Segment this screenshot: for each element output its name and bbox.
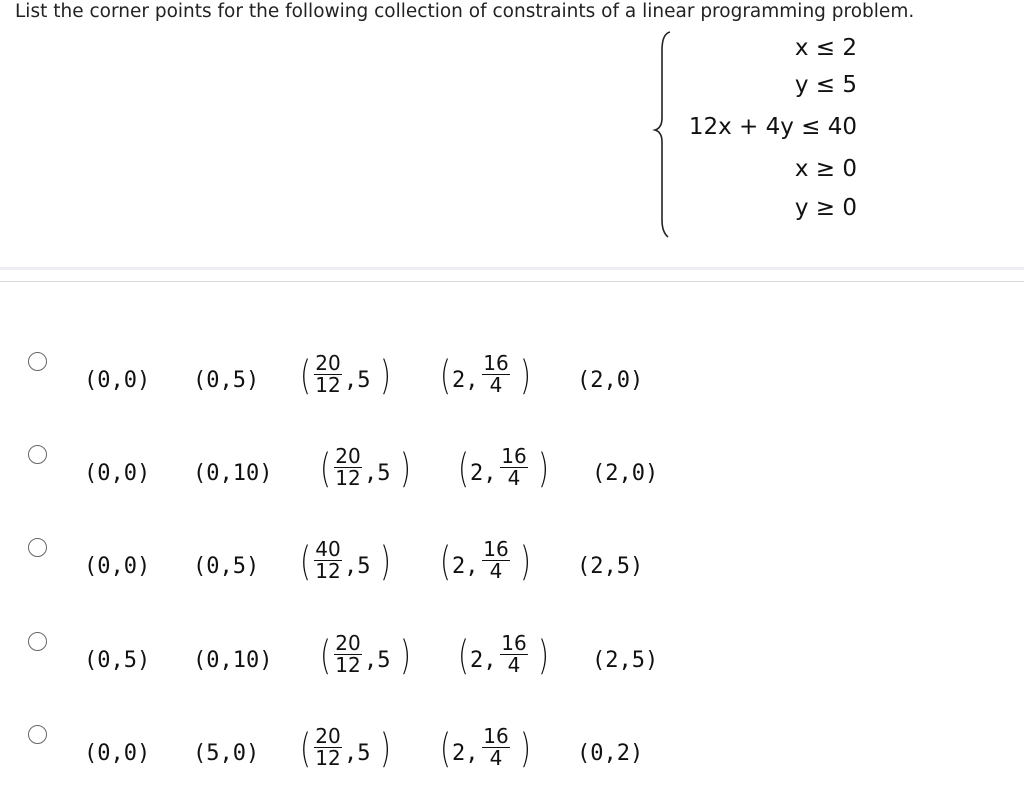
- point-5: (0,2): [577, 741, 644, 766]
- left-paren: (: [458, 633, 469, 679]
- left-paren: (: [300, 353, 311, 399]
- denominator: 12: [315, 746, 341, 770]
- point-1: (0,0): [84, 368, 151, 393]
- point-prefix: 2,: [452, 554, 479, 579]
- fraction: [482, 726, 510, 769]
- point-2: (0,5): [193, 368, 260, 393]
- denominator: 4: [507, 653, 521, 677]
- fraction: [334, 446, 362, 489]
- numerator: 16: [483, 537, 509, 561]
- point-1: (0,0): [84, 741, 151, 766]
- fraction: [482, 539, 510, 582]
- denominator: 12: [335, 653, 361, 677]
- constraint-system: [652, 30, 872, 240]
- point-rest: ,5: [344, 368, 371, 393]
- question-text: List the corner points for the following collection of constraints of a linear programming problem.: [15, 1, 915, 22]
- numerator: 20: [315, 351, 341, 375]
- divider: [0, 267, 1024, 270]
- left-brace: [652, 30, 682, 240]
- fraction: [314, 353, 342, 396]
- right-paren: ): [538, 446, 549, 492]
- point-4: [440, 352, 550, 404]
- point-rest: ,5: [344, 741, 371, 766]
- answer-option-2[interactable]: [0, 445, 1024, 505]
- constraint-5: y ≥ 0: [794, 195, 857, 221]
- answer-option-3[interactable]: [0, 538, 1024, 598]
- point-3: [300, 725, 400, 777]
- right-paren: ): [380, 539, 391, 585]
- radio-button[interactable]: [28, 632, 47, 651]
- right-paren: ): [400, 633, 411, 679]
- point-3: [320, 632, 420, 684]
- point-2: (0,10): [193, 648, 273, 673]
- right-paren: ): [538, 633, 549, 679]
- left-paren: (: [440, 353, 451, 399]
- fraction: [500, 633, 528, 676]
- point-2: (0,5): [193, 554, 260, 579]
- point-prefix: 2,: [452, 368, 479, 393]
- point-prefix: 2,: [470, 461, 497, 486]
- divider-line: [0, 281, 1024, 282]
- numerator: 16: [501, 444, 527, 468]
- answer-option-1[interactable]: [0, 352, 1024, 412]
- right-paren: ): [380, 353, 391, 399]
- left-paren: (: [320, 633, 331, 679]
- point-5: (2,5): [577, 554, 644, 579]
- numerator: 16: [483, 724, 509, 748]
- fraction: [334, 633, 362, 676]
- numerator: 16: [483, 351, 509, 375]
- fraction: [500, 446, 528, 489]
- point-4: [440, 725, 550, 777]
- radio-button[interactable]: [28, 538, 47, 557]
- left-paren: (: [300, 539, 311, 585]
- constraint-4: x ≥ 0: [794, 156, 857, 182]
- point-rest: ,5: [364, 461, 391, 486]
- numerator: 20: [315, 724, 341, 748]
- denominator: 4: [489, 373, 503, 397]
- denominator: 4: [507, 466, 521, 490]
- constraint-2: y ≤ 5: [794, 72, 857, 98]
- point-rest: ,5: [364, 648, 391, 673]
- radio-button[interactable]: [28, 725, 47, 744]
- point-3: [320, 445, 420, 497]
- left-paren: (: [300, 726, 311, 772]
- point-1: (0,0): [84, 461, 151, 486]
- left-paren: (: [440, 726, 451, 772]
- point-1: (0,0): [84, 554, 151, 579]
- point-4: [440, 538, 550, 590]
- fraction: [314, 726, 342, 769]
- denominator: 4: [489, 559, 503, 583]
- right-paren: ): [520, 726, 531, 772]
- denominator: 12: [315, 373, 341, 397]
- point-5: (2,0): [577, 368, 644, 393]
- point-prefix: 2,: [470, 648, 497, 673]
- point-rest: ,5: [344, 554, 371, 579]
- answer-option-4[interactable]: [0, 632, 1024, 692]
- left-paren: (: [440, 539, 451, 585]
- point-1: (0,5): [84, 648, 151, 673]
- left-paren: (: [320, 446, 331, 492]
- denominator: 12: [335, 466, 361, 490]
- point-2: (5,0): [193, 741, 260, 766]
- numerator: 20: [335, 631, 361, 655]
- right-paren: ): [380, 726, 391, 772]
- point-prefix: 2,: [452, 741, 479, 766]
- constraint-3: 12x + 4y ≤ 40: [688, 114, 857, 140]
- numerator: 40: [315, 537, 341, 561]
- point-2: (0,10): [193, 461, 273, 486]
- denominator: 12: [315, 559, 341, 583]
- fraction: [482, 353, 510, 396]
- point-5: (2,0): [592, 461, 659, 486]
- left-paren: (: [458, 446, 469, 492]
- numerator: 16: [501, 631, 527, 655]
- fraction: [314, 539, 342, 582]
- point-3: [300, 538, 400, 590]
- point-5: (2,5): [592, 648, 659, 673]
- radio-button[interactable]: [28, 352, 47, 371]
- radio-button[interactable]: [28, 445, 47, 464]
- point-4: [458, 445, 568, 497]
- point-3: [300, 352, 400, 404]
- right-paren: ): [520, 353, 531, 399]
- constraint-1: x ≤ 2: [794, 35, 857, 61]
- right-paren: ): [520, 539, 531, 585]
- numerator: 20: [335, 444, 361, 468]
- right-paren: ): [400, 446, 411, 492]
- point-4: [458, 632, 568, 684]
- answer-option-5[interactable]: [0, 725, 1024, 785]
- denominator: 4: [489, 746, 503, 770]
